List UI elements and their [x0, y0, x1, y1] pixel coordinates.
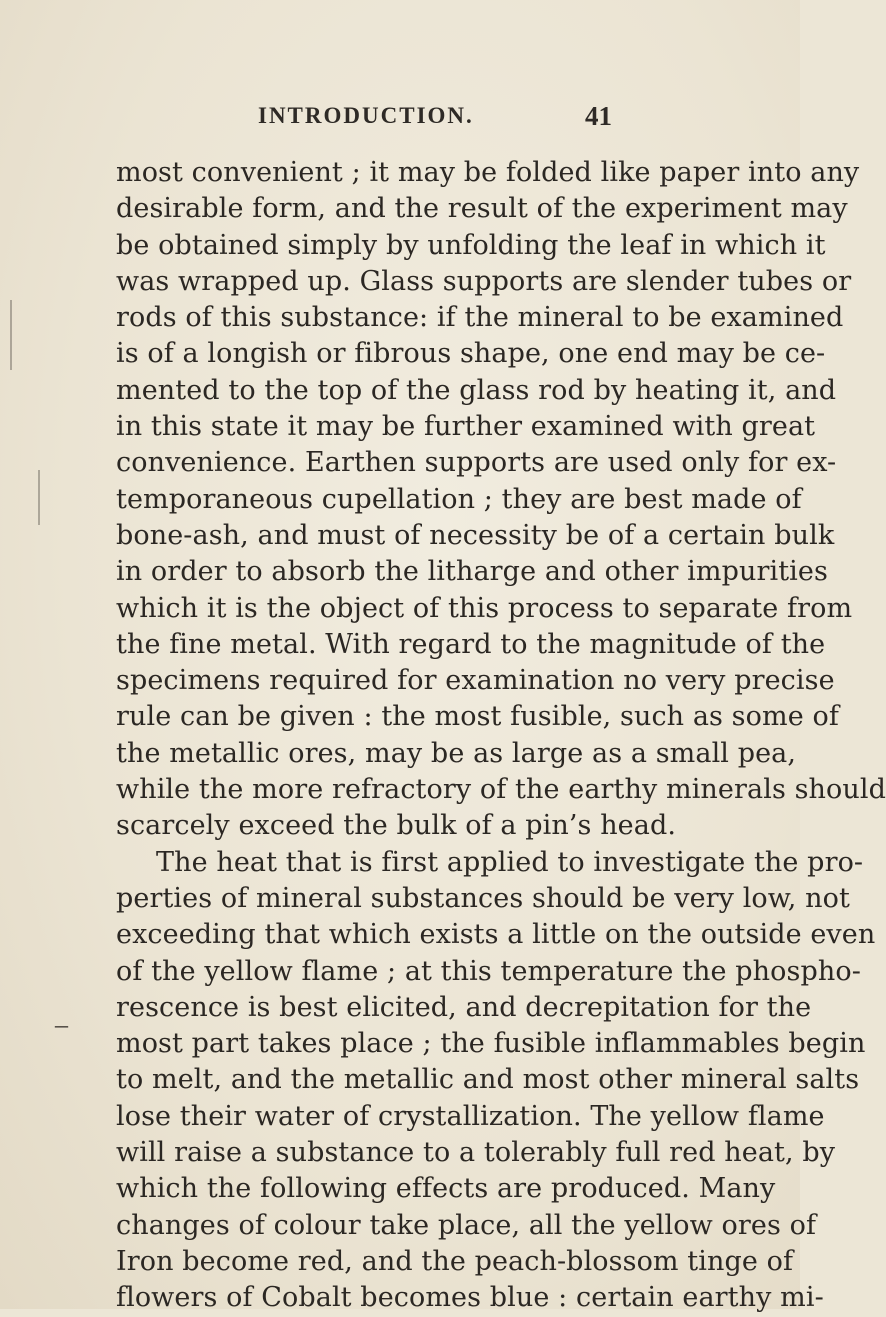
- text-line: scarcely exceed the bulk of a pin’s head.: [116, 810, 677, 842]
- text-line: will raise a substance to a tolerably full red heat, by: [116, 1137, 836, 1169]
- text-line: Iron become red, and the peach-blossom tinge of: [116, 1245, 794, 1277]
- text-line: rule can be given : the most fusible, such as some of: [116, 701, 839, 733]
- text-line: the fine metal. With regard to the magnitude of the: [116, 628, 826, 660]
- text-line: exceeding that which exists a little on the outside even: [116, 919, 876, 951]
- text-line: to melt, and the metallic and most other mineral salts: [116, 1064, 860, 1096]
- page-number: 41: [585, 101, 612, 131]
- text-line: specimens required for examination no very precise: [116, 665, 835, 697]
- text-line: temporaneous cupellation ; they are best made of: [116, 483, 802, 515]
- text-line: rescence is best elicited, and decrepitation for the: [116, 991, 812, 1023]
- running-head-title: INTRODUCTION.: [258, 103, 474, 128]
- text-line: rods of this substance: if the mineral to be examined: [116, 302, 844, 334]
- text-line: flowers of Cobalt becomes blue : certain earthy mi-: [116, 1282, 824, 1314]
- text-line: the metallic ores, may be as large as a small pea,: [116, 737, 797, 769]
- text-line: is of a longish or fibrous shape, one end may be ce-: [116, 338, 826, 370]
- text-line: was wrapped up. Glass supports are slender tubes or: [116, 265, 852, 297]
- left-margin-rule: [10, 300, 12, 370]
- text-line: while the more refractory of the earthy minerals should: [116, 774, 886, 806]
- text-line: which it is the object of this process to separate from: [116, 592, 853, 624]
- text-line: of the yellow flame ; at this temperature the phospho-: [116, 955, 861, 987]
- text-line: changes of colour take place, all the yellow ores of: [116, 1209, 817, 1241]
- text-line: lose their water of crystallization. The yellow flame: [116, 1100, 825, 1132]
- body-text: [116, 155, 886, 1317]
- text-line: in order to absorb the litharge and other impurities: [116, 556, 828, 588]
- text-line: mented to the top of the glass rod by heating it, and: [116, 374, 837, 406]
- text-line: desirable form, and the result of the experiment may: [116, 193, 848, 225]
- margin-mark: –: [55, 1010, 68, 1039]
- text-line: The heat that is first applied to investigate the pro-: [156, 846, 864, 878]
- text-line: bone-ash, and must of necessity be of a certain bulk: [116, 519, 835, 551]
- left-margin-rule: [38, 470, 40, 525]
- text-line: perties of mineral substances should be very low, not: [116, 882, 850, 914]
- text-line: convenience. Earthen supports are used only for ex-: [116, 447, 837, 479]
- text-line: in this state it may be further examined with great: [116, 411, 816, 443]
- running-head: [0, 103, 800, 135]
- text-line: most part takes place ; the fusible inflammables begin: [116, 1028, 866, 1060]
- text-line: be obtained simply by unfolding the leaf in which it: [116, 229, 826, 261]
- text-line: which the following effects are produced. Many: [116, 1173, 776, 1205]
- text-line: most convenient ; it may be folded like paper into any: [116, 157, 860, 188]
